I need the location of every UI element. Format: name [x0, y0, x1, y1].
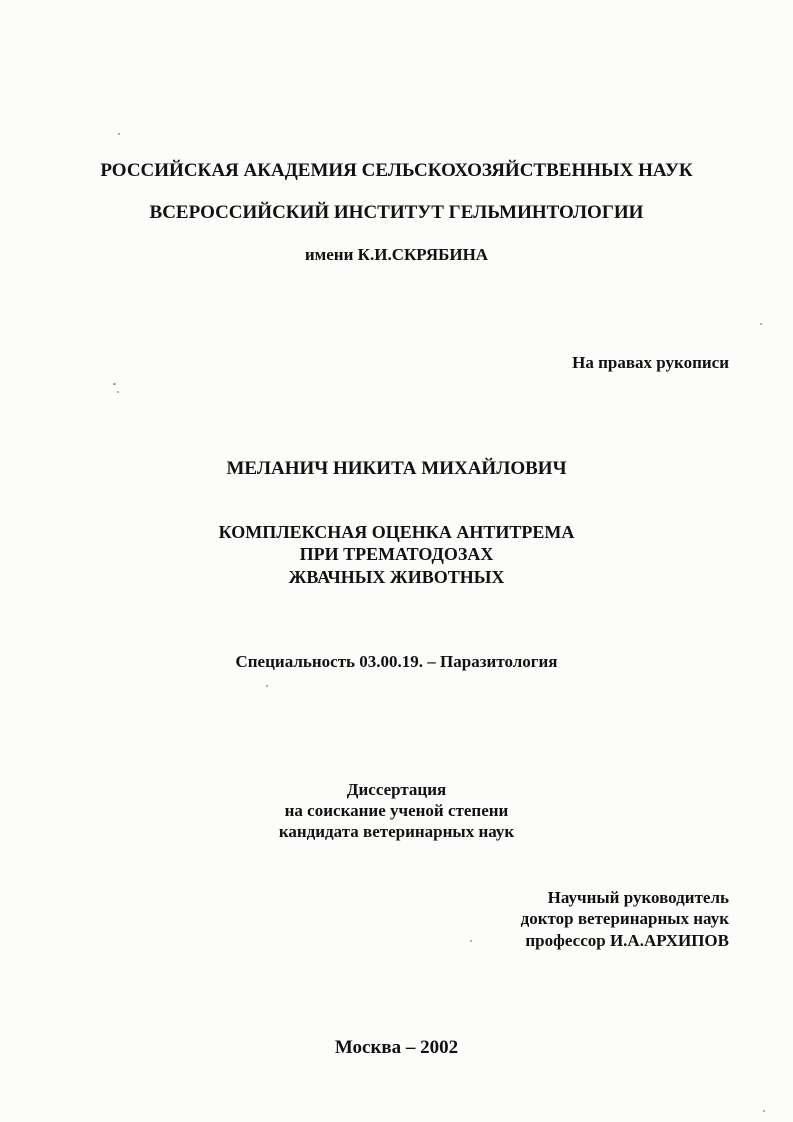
- degree-line: кандидата ветеринарных наук: [278, 822, 515, 842]
- scan-speck: [266, 685, 268, 687]
- degree-statement: [0, 779, 793, 842]
- institute-named-after: имени К.И.СКРЯБИНА: [304, 245, 489, 264]
- degree-line: на соискание ученой степени: [284, 801, 509, 821]
- scan-speck: [470, 940, 472, 942]
- supervisor-line: Научный руководитель: [547, 888, 729, 907]
- title-line: ЖВАЧНЫХ ЖИВОТНЫХ: [288, 566, 505, 587]
- scan-speck: [760, 323, 762, 325]
- author-name: МЕЛАНИЧ НИКИТА МИХАЙЛОВИЧ: [226, 458, 567, 479]
- scan-speck: [763, 1110, 765, 1112]
- place-year: Москва – 2002: [334, 1037, 459, 1058]
- title-line: ПРИ ТРЕМАТОДОЗАХ: [299, 544, 494, 565]
- manuscript-note: На правах рукописи: [572, 353, 729, 372]
- dissertation-title: [0, 521, 793, 588]
- institute-name: ВСЕРОССИЙСКИЙ ИНСТИТУТ ГЕЛЬМИНТОЛОГИИ: [149, 202, 644, 223]
- academy-name: РОССИЙСКАЯ АКАДЕМИЯ СЕЛЬСКОХОЗЯЙСТВЕННЫХ НАУК: [100, 160, 693, 181]
- supervisor-line: доктор ветеринарных наук: [520, 909, 729, 929]
- supervisor-line: профессор И.А.АРХИПОВ: [525, 930, 729, 950]
- title-line: КОМПЛЕКСНАЯ ОЦЕНКА АНТИТРЕМА: [218, 522, 575, 542]
- scan-speck: [118, 133, 120, 135]
- degree-line: Диссертация: [346, 780, 447, 799]
- supervisor-block: [0, 887, 729, 951]
- specialty: Специальность 03.00.19. – Паразитология: [235, 652, 558, 671]
- scan-speck: [113, 383, 116, 385]
- scan-speck: [117, 391, 119, 393]
